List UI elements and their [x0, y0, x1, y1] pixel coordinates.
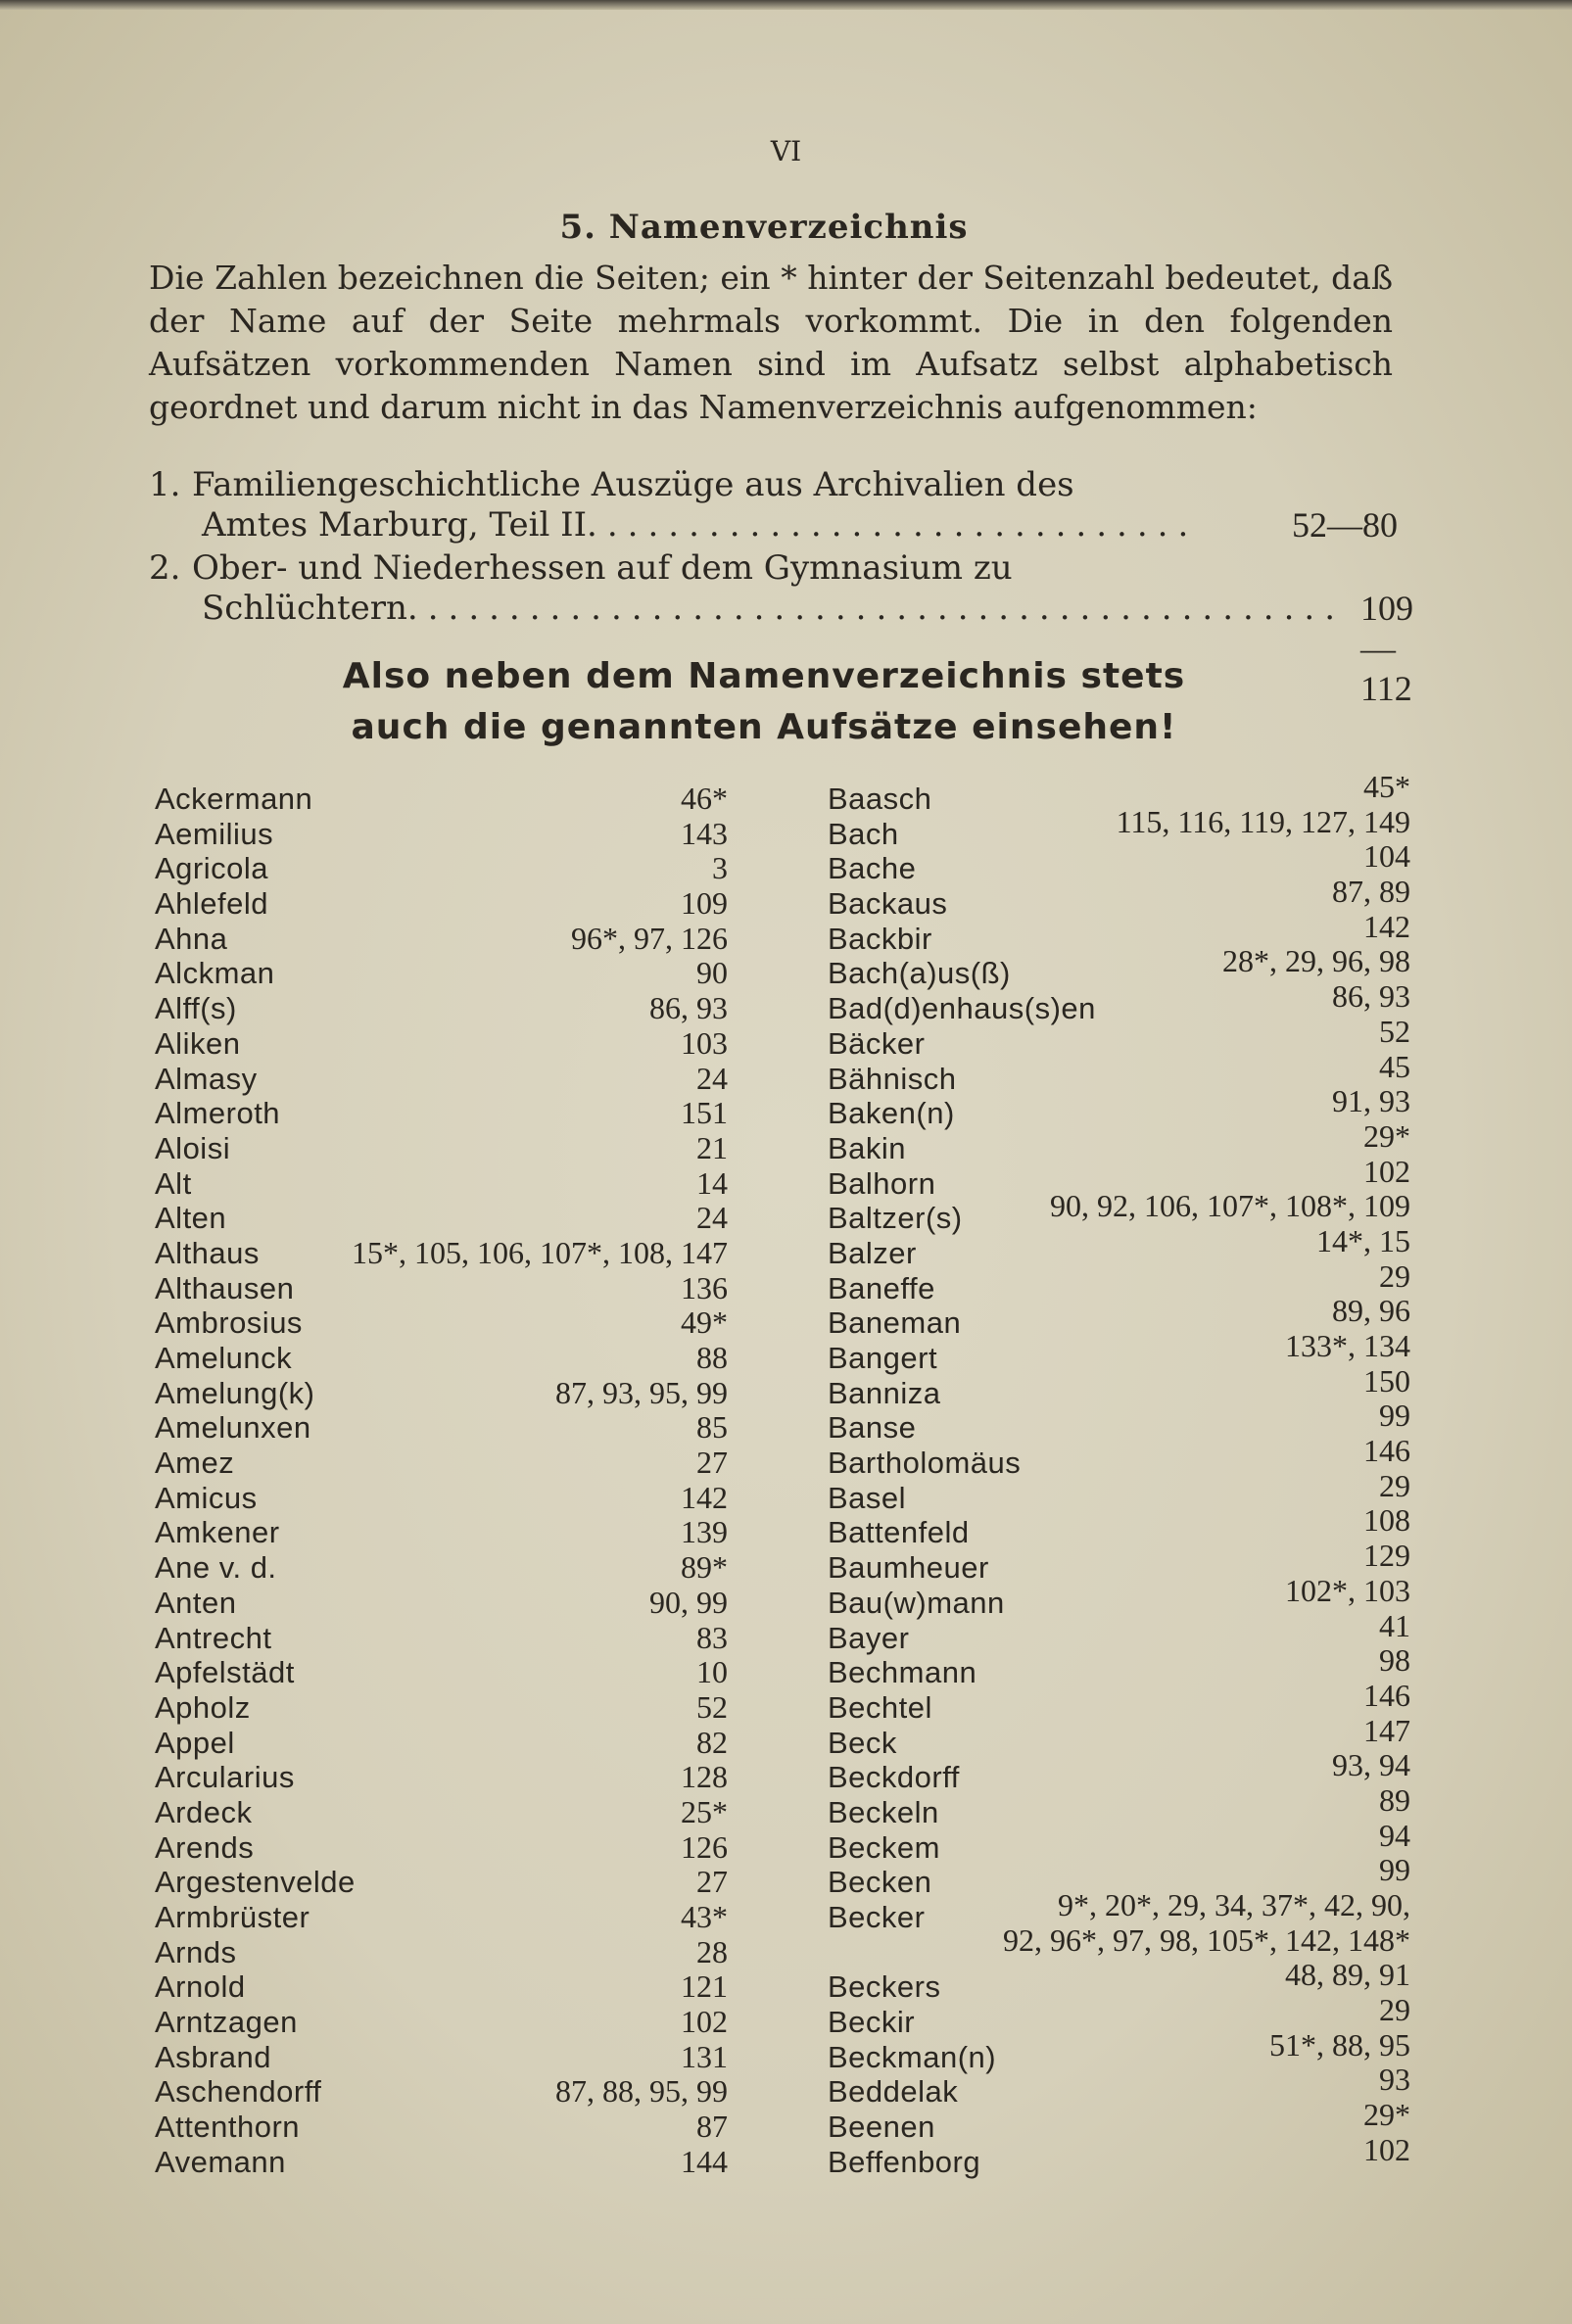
- entry-pages: 29: [1379, 1992, 1410, 2028]
- article-title-line1: Ober- und Niederhessen auf dem Gymnasium zu: [192, 548, 1013, 588]
- entry-name: Amicus: [155, 1480, 258, 1515]
- index-entry: [155, 1305, 728, 1341]
- entry-name: Bartholomäus: [828, 1446, 1022, 1481]
- entry-name: Bache: [828, 851, 917, 886]
- entry-name: Avemann: [155, 2144, 286, 2179]
- index-entry: [828, 2062, 1410, 2110]
- index-entry: [828, 1957, 1410, 2005]
- entry-pages: 29*: [1363, 2097, 1410, 2133]
- entry-pages: 104: [1363, 838, 1410, 875]
- index-entry: [155, 1795, 728, 1830]
- entry-pages: 27: [696, 1864, 728, 1900]
- entry-pages: 92, 96*, 97, 98, 105*, 142, 148*: [1003, 1921, 1410, 1958]
- entry-pages: 109: [681, 885, 728, 922]
- index-entry: [155, 1900, 728, 1935]
- entry-pages: 52: [696, 1688, 728, 1725]
- entry-pages: 43*: [681, 1899, 728, 1934]
- entry-name: Bayer: [828, 1620, 910, 1655]
- index-entry: [828, 2131, 1410, 2180]
- index-entry: [828, 1222, 1410, 1271]
- entry-pages: 29: [1379, 1467, 1410, 1503]
- entry-pages: 143: [681, 815, 728, 851]
- entry-pages: 90, 99: [649, 1584, 728, 1620]
- entry-name: Alff(s): [155, 991, 237, 1026]
- index-entry: [828, 803, 1410, 852]
- entry-pages: 144: [681, 2143, 728, 2179]
- index-entry: [828, 1328, 1410, 1376]
- index-entry: [155, 782, 728, 817]
- index-entry: [828, 1817, 1410, 1866]
- index-entry: [828, 2026, 1410, 2075]
- entry-pages: 91, 93: [1332, 1083, 1410, 1119]
- index-entry: [828, 1677, 1410, 1726]
- index-entry: [155, 1515, 728, 1550]
- entry-name: Amelung(k): [155, 1375, 315, 1410]
- index-entry: [155, 2005, 728, 2040]
- entry-name: Beck: [828, 1725, 897, 1760]
- entry-pages: 48, 89, 91: [1285, 1957, 1410, 1993]
- entry-pages: 14*, 15: [1316, 1222, 1410, 1258]
- entry-name: Becken: [828, 1865, 932, 1900]
- entry-pages: 9*, 20*, 29, 34, 37*, 42, 90,: [1058, 1887, 1410, 1922]
- entry-name: Banse: [828, 1410, 917, 1446]
- article-reference: [149, 465, 1398, 545]
- index-entry: [155, 1550, 728, 1586]
- entry-name: Alt: [155, 1165, 192, 1201]
- entry-pages: 89*: [681, 1549, 728, 1586]
- entry-pages: 131: [681, 2038, 728, 2074]
- entry-name: Balhorn: [828, 1165, 936, 1201]
- entry-name: Arcularius: [155, 1760, 295, 1795]
- index-entry: [155, 1166, 728, 1202]
- entry-name: Argestenvelde: [155, 1865, 356, 1900]
- notice-line-1: Also neben dem Namenverzeichnis stets: [342, 656, 1186, 696]
- entry-pages: 28: [696, 1933, 728, 1969]
- entry-name: Asbrand: [155, 2039, 271, 2074]
- entry-pages: 45: [1379, 1048, 1410, 1084]
- index-entry: [155, 1131, 728, 1166]
- entry-pages: 147: [1363, 1712, 1410, 1748]
- entry-pages: 98: [1379, 1642, 1410, 1679]
- entry-name: Amelunxen: [155, 1410, 311, 1446]
- entry-name: Bähnisch: [828, 1061, 957, 1096]
- entry-name: Bangert: [828, 1341, 938, 1375]
- leader-dots: ..............................................: [406, 589, 1346, 628]
- entry-pages: 129: [1363, 1538, 1410, 1574]
- index-entry: [155, 1236, 728, 1271]
- entry-pages: 150: [1363, 1362, 1410, 1399]
- entry-name: Armbrüster: [155, 1900, 310, 1934]
- entry-pages: 28*, 29, 96, 98: [1222, 943, 1410, 979]
- entry-pages: 146: [1363, 1433, 1410, 1469]
- entry-name: Baltzer(s): [828, 1201, 963, 1236]
- entry-name: Battenfeld: [828, 1515, 970, 1550]
- entry-name: Beckers: [828, 1969, 941, 2005]
- entry-pages: 128: [681, 1759, 728, 1795]
- index-entry: [828, 1502, 1410, 1550]
- index-entry: [155, 2074, 728, 2110]
- index-entry: [155, 1201, 728, 1236]
- entry-pages: 29*: [1363, 1117, 1410, 1154]
- article-pages: 109—112: [1360, 589, 1414, 708]
- entry-pages: 121: [681, 1968, 728, 2005]
- article-number: 2.: [149, 548, 181, 588]
- page-number: VI: [770, 135, 802, 167]
- entry-pages: 87, 88, 95, 99: [555, 2073, 728, 2110]
- entry-pages: 139: [681, 1514, 728, 1550]
- entry-name: Beckir: [828, 2005, 916, 2040]
- entry-name: Bakin: [828, 1130, 907, 1165]
- entry-pages: 96*, 97, 126: [571, 920, 728, 956]
- entry-name: Balzer: [828, 1235, 917, 1270]
- index-entry: [155, 922, 728, 957]
- index-entry: [155, 1446, 728, 1481]
- entry-pages: 24: [696, 1200, 728, 1236]
- index-entry: [828, 1642, 1410, 1690]
- entry-pages: 86, 93: [1332, 978, 1410, 1015]
- article-pages: 52—80: [1292, 505, 1398, 545]
- entry-name: Beckeln: [828, 1794, 939, 1829]
- index-entry: [155, 1586, 728, 1621]
- entry-pages: 136: [681, 1269, 728, 1305]
- entry-name: Beenen: [828, 2110, 935, 2145]
- index-entry: [828, 1467, 1410, 1516]
- index-entry: [155, 1935, 728, 1970]
- article-title-line1: Familiengeschichtliche Auszüge aus Archivalien des: [192, 465, 1074, 504]
- entry-name: Arntzagen: [155, 2005, 298, 2040]
- entry-pages: 103: [681, 1024, 728, 1061]
- entry-name: Baasch: [828, 782, 932, 816]
- entry-name: Ahna: [155, 921, 228, 956]
- entry-name: Alckman: [155, 956, 275, 991]
- index-entry: [155, 1726, 728, 1761]
- entry-name: Apfelstädt: [155, 1655, 295, 1690]
- entry-name: Backbir: [828, 921, 932, 956]
- entry-name: Apholz: [155, 1689, 251, 1725]
- entry-pages: 90, 92, 106, 107*, 108*, 109: [1050, 1188, 1410, 1224]
- entry-pages: 142: [1363, 908, 1410, 944]
- index-entry: [155, 886, 728, 922]
- index-entry: [155, 1376, 728, 1411]
- index-entry: [155, 1760, 728, 1795]
- entry-name: Bad(d)enhaus(s)en: [828, 991, 1096, 1026]
- entry-pages: 99: [1379, 1398, 1410, 1434]
- index-entry: [828, 1433, 1410, 1481]
- entry-pages: 21: [696, 1129, 728, 1165]
- notice-line-2: auch die genannten Aufsätze einsehen!: [351, 707, 1177, 747]
- index-entry: [155, 1096, 728, 1131]
- entry-pages: 115, 116, 119, 127, 149: [1116, 803, 1410, 839]
- entry-name: Aemilius: [155, 816, 274, 851]
- entry-pages: 85: [696, 1409, 728, 1446]
- entry-pages: 93: [1379, 2062, 1410, 2098]
- entry-name: Amez: [155, 1446, 235, 1481]
- entry-name: Beckdorff: [828, 1760, 960, 1795]
- entry-pages: 87, 93, 95, 99: [555, 1374, 728, 1410]
- index-entry: [828, 1398, 1410, 1446]
- entry-name: Beckem: [828, 1829, 940, 1865]
- entry-name: Beffenborg: [828, 2144, 981, 2179]
- page-edge: [0, 0, 1572, 10]
- entry-pages: 126: [681, 1828, 728, 1865]
- entry-pages: 89, 96: [1332, 1293, 1410, 1329]
- index-entry: [155, 1655, 728, 1690]
- entry-pages: 10: [696, 1654, 728, 1690]
- entry-pages: 93, 94: [1332, 1747, 1410, 1783]
- entry-name: Bechtel: [828, 1689, 932, 1725]
- intro-paragraph: Die Zahlen bezeichnen die Seiten; ein * hinter der Seitenzahl bedeutet, daß der Name auf der Seite mehrmals vorkommt. Die in den folgenden Aufsätzen vorkommenden Namen sind im Aufsatz selbst alphabetisch geordnet und darum nicht in das Namenverzeichnis aufgenommen:: [149, 259, 1393, 426]
- entry-pages: 24: [696, 1060, 728, 1096]
- index-entry: [828, 1747, 1410, 1795]
- article-title-line2: Schlüchtern: [202, 589, 407, 628]
- entry-pages: 89: [1379, 1781, 1410, 1818]
- entry-name: Aliken: [155, 1025, 241, 1061]
- leader-dots: ..............................: [587, 505, 1199, 545]
- entry-name: Banniza: [828, 1375, 941, 1410]
- entry-pages: 86, 93: [649, 990, 728, 1026]
- entry-name: Anten: [155, 1585, 237, 1620]
- entry-pages: 94: [1379, 1817, 1410, 1853]
- entry-pages: 151: [681, 1095, 728, 1131]
- index-entry: [155, 2040, 728, 2075]
- entry-name: Althausen: [155, 1270, 295, 1305]
- section-title: 5. Namenverzeichnis: [559, 208, 969, 247]
- entry-pages: 46*: [681, 781, 728, 816]
- entry-name: Bach(a)us(ß): [828, 956, 1011, 991]
- index-entry: [155, 1026, 728, 1062]
- entry-name: Ardeck: [155, 1794, 253, 1829]
- entry-pages: 102: [1363, 2131, 1410, 2167]
- index-entry: [828, 1048, 1410, 1097]
- entry-name: Bach: [828, 816, 899, 851]
- entry-pages: 52: [1379, 1013, 1410, 1049]
- entry-pages: 83: [696, 1619, 728, 1655]
- index-entry: [828, 943, 1410, 991]
- entry-pages: 49*: [681, 1304, 728, 1341]
- entry-name: Bechmann: [828, 1655, 977, 1690]
- index-entry: [155, 1062, 728, 1097]
- entry-name: Alten: [155, 1201, 227, 1236]
- entry-pages: 102: [681, 2004, 728, 2040]
- entry-name: Almasy: [155, 1061, 258, 1096]
- entry-name: Ambrosius: [155, 1305, 303, 1341]
- entry-name: Bäcker: [828, 1025, 926, 1061]
- entry-name: Aloisi: [155, 1130, 231, 1165]
- entry-name: Beddelak: [828, 2074, 959, 2110]
- entry-pages: 14: [696, 1164, 728, 1201]
- entry-pages: 45*: [1363, 769, 1410, 804]
- index-entry: [828, 1362, 1410, 1411]
- entry-name: Amelunck: [155, 1341, 293, 1375]
- entry-name: Althaus: [155, 1235, 260, 1270]
- entry-name: Bau(w)mann: [828, 1585, 1005, 1620]
- entry-pages: 51*, 88, 95: [1269, 2026, 1410, 2063]
- index-entry: [828, 1572, 1410, 1621]
- index-entry: [828, 1083, 1410, 1131]
- entry-pages: 25*: [681, 1793, 728, 1829]
- index-entry: [155, 1969, 728, 2005]
- entry-pages: 102*, 103: [1285, 1572, 1410, 1608]
- entry-pages: 142: [681, 1479, 728, 1515]
- entry-pages: 29: [1379, 1257, 1410, 1294]
- index-entry: [828, 1712, 1410, 1761]
- entry-pages: 102: [1363, 1153, 1410, 1189]
- entry-name: Backaus: [828, 886, 948, 922]
- index-entry: [828, 1607, 1410, 1656]
- index-entry: [828, 1117, 1410, 1166]
- entry-pages: 99: [1379, 1852, 1410, 1888]
- article-title-line2: Amtes Marburg, Teil II: [202, 505, 588, 545]
- entry-pages: 108: [1363, 1502, 1410, 1539]
- index-entry: [155, 817, 728, 852]
- index-entry: [828, 874, 1410, 922]
- entry-pages: 15*, 105, 106, 107*, 108, 147: [352, 1234, 728, 1270]
- index-entry: [155, 1865, 728, 1900]
- entry-name: Aschendorff: [155, 2074, 322, 2110]
- index-column-b: [828, 769, 1410, 2180]
- entry-name: Arends: [155, 1829, 255, 1865]
- index-entry: [155, 1621, 728, 1656]
- entry-name: Attenthorn: [155, 2110, 301, 2145]
- index-entry: [155, 851, 728, 886]
- entry-name: Arnds: [155, 1934, 237, 1969]
- entry-name: Almeroth: [155, 1096, 281, 1131]
- index-entry: [828, 1781, 1410, 1830]
- index-entry: [155, 1341, 728, 1376]
- entry-pages: 27: [696, 1445, 728, 1481]
- entry-pages: 88: [696, 1340, 728, 1375]
- entry-name: Arnold: [155, 1969, 246, 2005]
- index-entry: [828, 1013, 1410, 1062]
- entry-name: Beckman(n): [828, 2039, 997, 2074]
- index-entry: [828, 2097, 1410, 2145]
- index-entry: [155, 1690, 728, 1726]
- entry-pages: 133*, 134: [1285, 1328, 1410, 1363]
- index-entry: [828, 1257, 1410, 1306]
- entry-name: Ane v. d.: [155, 1550, 277, 1586]
- entry-name: Agricola: [155, 851, 268, 886]
- index-entry: [155, 956, 728, 991]
- index-entry: [155, 2110, 728, 2145]
- entry-pages: 3: [712, 850, 728, 886]
- index-entry: [155, 991, 728, 1026]
- entry-name: Ahlefeld: [155, 886, 269, 922]
- entry-pages: 41: [1379, 1607, 1410, 1643]
- entry-name: Appel: [155, 1725, 235, 1760]
- index-entry: [155, 2145, 728, 2180]
- index-entry: [828, 978, 1410, 1026]
- article-number: 1.: [149, 465, 181, 504]
- entry-name: Baumheuer: [828, 1550, 989, 1586]
- index-entry: [828, 838, 1410, 886]
- entry-name: Becker: [828, 1900, 926, 1934]
- entry-name: Antrecht: [155, 1620, 272, 1655]
- entry-pages: 82: [696, 1724, 728, 1760]
- index-column-a: [155, 782, 728, 2180]
- index-entry: [155, 1481, 728, 1516]
- entry-pages: 146: [1363, 1677, 1410, 1713]
- index-entry: [155, 1830, 728, 1866]
- entry-pages: 87, 89: [1332, 874, 1410, 910]
- entry-name: Ackermann: [155, 782, 313, 816]
- entry-pages: 90: [696, 955, 728, 991]
- entry-pages: 87: [696, 2109, 728, 2145]
- index-entry: [155, 1271, 728, 1306]
- entry-name: Baneman: [828, 1305, 962, 1341]
- entry-name: Baken(n): [828, 1096, 955, 1131]
- entry-name: Basel: [828, 1480, 907, 1515]
- index-entry: [155, 1410, 728, 1446]
- entry-name: Baneffe: [828, 1270, 935, 1305]
- entry-name: Amkener: [155, 1515, 280, 1550]
